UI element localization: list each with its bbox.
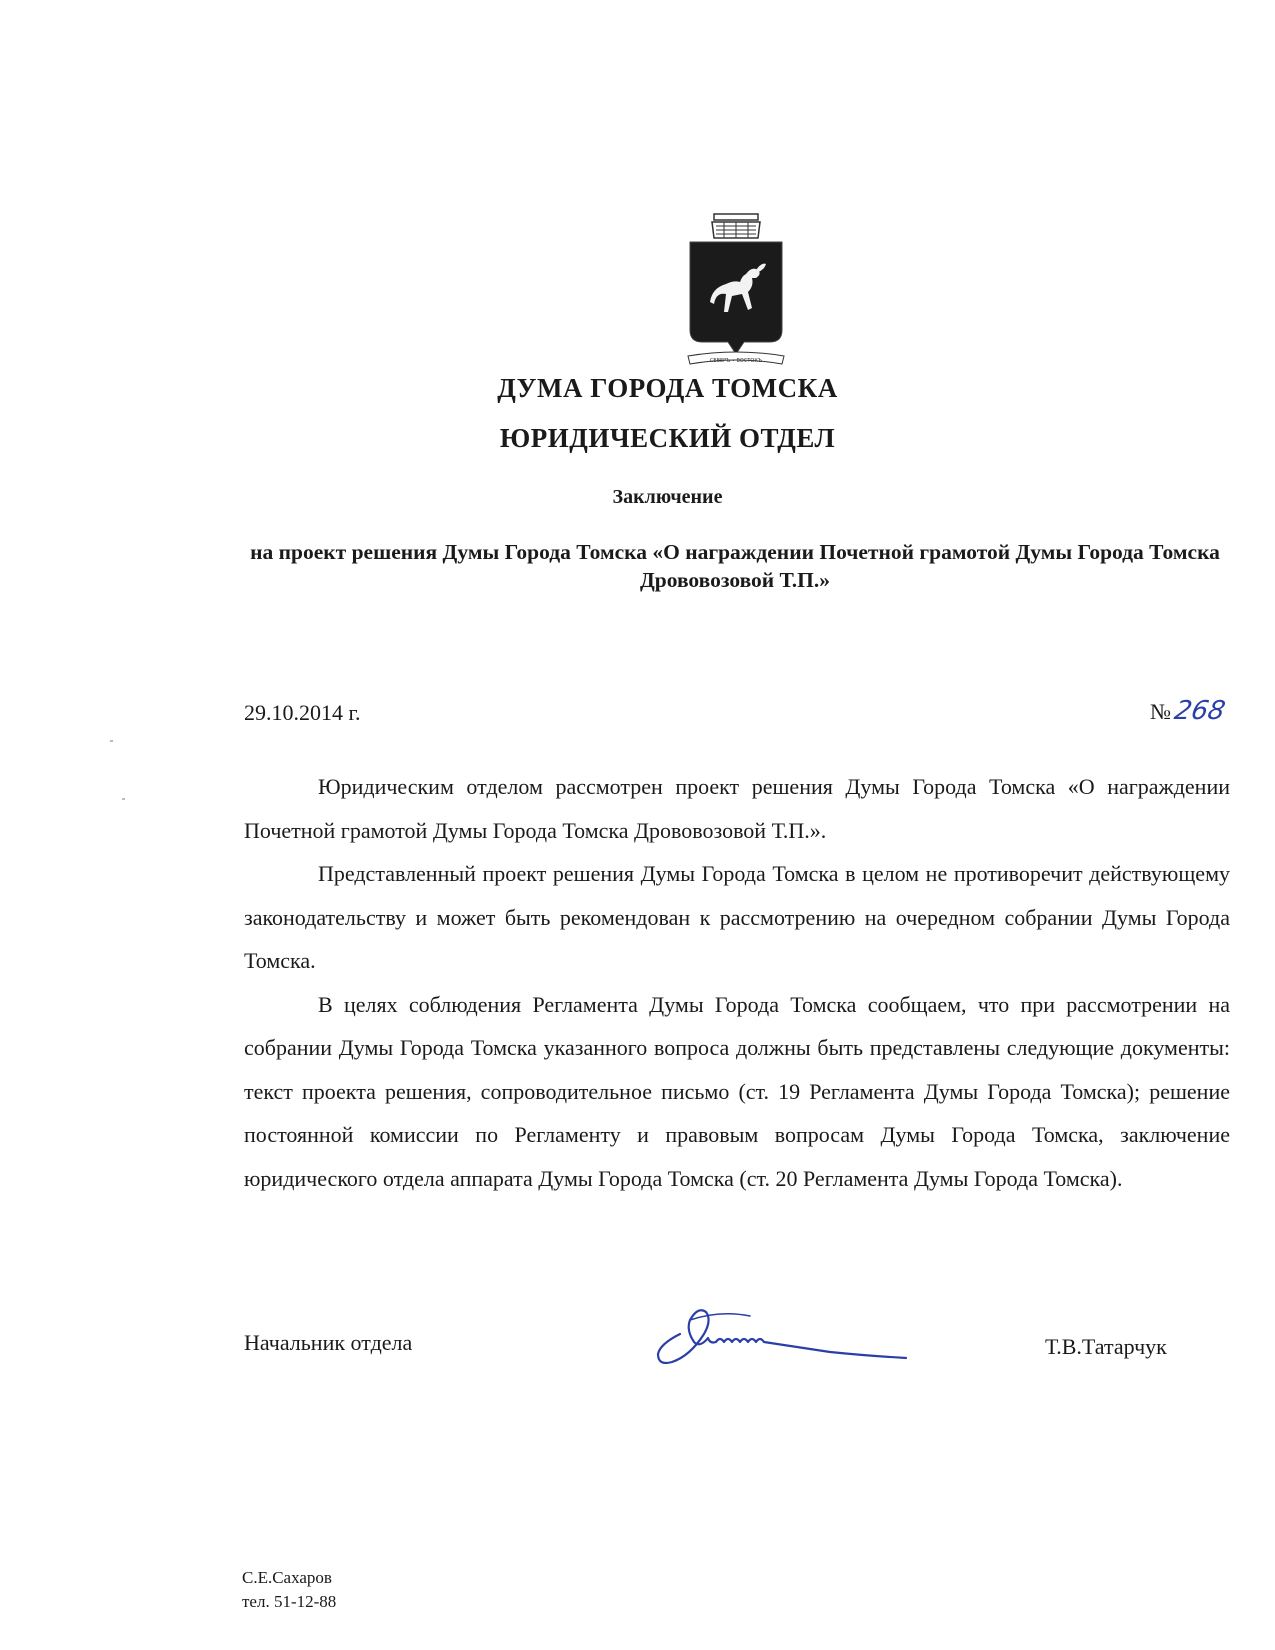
document-subject: на проект решения Думы Города Томска «О награждении Почетной грамотой Думы Города Томска Дрововозовой Т.П.» bbox=[250, 540, 1220, 592]
org-name: ДУМА ГОРОДА ТОМСКА bbox=[497, 373, 838, 403]
document-date: 29.10.2014 г. bbox=[244, 700, 361, 725]
body-paragraph: В целях соблюдения Регламента Думы Города Томска сообщаем, что при рассмотрении на собрании Думы Города Томска указанного вопроса должны быть представлены следующие документы: текст проекта решения, сопроводительное письмо (ст. 19 Регламента Думы Города Томска); решение постоянной комиссии по Регламенту и правовым вопросам Думы Города Томска, заключение юридического отдела аппарата Думы Города Томска (ст. 20 Регламента Думы Города Томска). bbox=[244, 991, 1230, 1191]
number-handwritten: 268 bbox=[1171, 696, 1228, 726]
scan-speck bbox=[122, 798, 125, 800]
svg-text:СЕВЕРЪ • ВОСТОКЪ: СЕВЕРЪ • ВОСТОКЪ bbox=[709, 358, 763, 364]
scan-speck bbox=[110, 740, 113, 742]
contact-phone: тел. 51-12-88 bbox=[242, 1592, 337, 1611]
document-type: Заключение bbox=[612, 486, 723, 508]
number-label: № bbox=[1150, 699, 1171, 724]
document-number bbox=[1150, 696, 1228, 726]
handwritten-signature-icon bbox=[650, 1296, 920, 1376]
body-paragraph: Юридическим отделом рассмотрен проект решения Думы Города Томска «О награждении Почетной грамотой Думы Города Томска Дрововозовой Т.П.». bbox=[244, 774, 1230, 843]
tomsk-coat-of-arms-icon bbox=[686, 212, 786, 372]
signatory-name: Т.В.Татарчук bbox=[1045, 1334, 1167, 1359]
document-body bbox=[244, 765, 1230, 1200]
contact-name: С.Е.Сахаров bbox=[242, 1568, 332, 1587]
contact-block bbox=[242, 1566, 336, 1614]
body-paragraph: Представленный проект решения Думы Города Томска в целом не противоречит действующему законодательству и может быть рекомендован к рассмотрению на очередном собрании Думы Города Томска. bbox=[244, 861, 1230, 973]
signatory-role: Начальник отдела bbox=[244, 1330, 413, 1355]
department-name: ЮРИДИЧЕСКИЙ ОТДЕЛ bbox=[499, 423, 836, 453]
